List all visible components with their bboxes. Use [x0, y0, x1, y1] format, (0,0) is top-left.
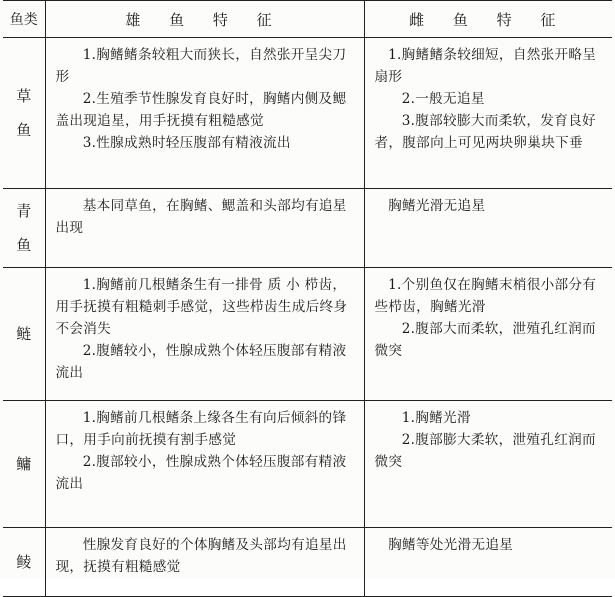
trait-item: 胸鳍光滑无追星 [388, 198, 486, 214]
species-cell [3, 189, 45, 268]
species-char: 鳙 [16, 455, 32, 473]
trait-item: 胸鳍等处光滑无追星 [388, 537, 514, 553]
male-traits-cell [45, 189, 364, 268]
header-female [364, 1, 612, 38]
species-cell [3, 268, 45, 401]
female-traits-cell [364, 189, 612, 268]
table-row [3, 401, 612, 528]
species-char: 鲢 [16, 325, 32, 343]
fish-sex-characteristics-table [3, 0, 612, 597]
species-char: 鱼 [16, 236, 32, 254]
table-row [3, 189, 612, 268]
trait-item: 1.胸鳍前几根鳍条生有一排骨 质 小 栉齿，用手抚摸有粗糙刺手感觉，这些栉齿生成后终身不会消失 [55, 277, 348, 337]
species-cell [3, 528, 45, 597]
male-traits-cell [45, 38, 364, 189]
trait-item: 1.个别鱼仅在胸鳍末梢很小部分有些栉齿，胸鳍光滑 [374, 277, 597, 315]
header-male-label: 雄 鱼 特 征 [125, 10, 284, 29]
trait-item: 1.胸鳍鳍条较粗大而狭长，自然张开呈尖刀形 [55, 47, 347, 85]
species-char: 青 [16, 202, 32, 220]
species-cell [3, 38, 45, 189]
trait-item: 2.腹部较小，性腺成熟个体轻压腹部有精液流出 [55, 454, 347, 492]
male-traits-cell [45, 401, 364, 528]
female-traits-cell [364, 401, 612, 528]
header-female-label: 雌 鱼 特 征 [409, 10, 568, 29]
female-traits-cell [364, 268, 612, 401]
trait-item: 2.生殖季节性腺发育良好时，胸鳍内侧及鳃盖出现追星，用手抚摸有粗糙感觉 [55, 91, 347, 129]
female-traits-cell [364, 528, 612, 597]
trait-item: 3.性腺成熟时轻压腹部有精液流出 [82, 135, 291, 151]
trait-item: 基本同草鱼，在胸鳍、鳃盖和头部均有追星出现 [55, 198, 347, 236]
species-char: 鱼 [16, 121, 32, 139]
table-row [3, 38, 612, 189]
table-row [3, 268, 612, 401]
species-char: 草 [16, 87, 32, 105]
header-male [45, 1, 364, 38]
male-traits-cell [45, 528, 364, 597]
trait-item: 3.腹部较膨大而柔软，发育良好者，腹部向上可见两块卵巢块下垂 [374, 113, 596, 151]
male-traits-cell [45, 268, 364, 401]
species-char: 鲮 [16, 553, 32, 571]
trait-item: 1.胸鳍前几根鳍条上缘各生有向后倾斜的锋口，用手向前抚摸有割手感觉 [55, 410, 347, 448]
trait-item: 2.腹部大而柔软，泄殖孔红润而微突 [374, 321, 596, 359]
trait-item: 1.胸鳍鳍条较细短，自然张开略呈扇形 [374, 47, 597, 85]
table-row [3, 528, 612, 597]
trait-item: 2.腹部膨大柔软，泄殖孔红润而微突 [374, 432, 596, 470]
trait-item: 2.一般无追星 [401, 91, 485, 107]
trait-item: 2.腹鳍较小，性腺成熟个体轻压腹部有精液流出 [55, 343, 347, 381]
trait-item: 1.胸鳍光滑 [401, 410, 471, 426]
female-traits-cell [364, 38, 612, 189]
header-category: 鱼类 [3, 1, 45, 38]
trait-item: 性腺发育良好的个体胸鳍及头部均有追星出现，抚摸有粗糙感觉 [55, 537, 347, 575]
table-header-row [3, 1, 612, 38]
species-cell [3, 401, 45, 528]
